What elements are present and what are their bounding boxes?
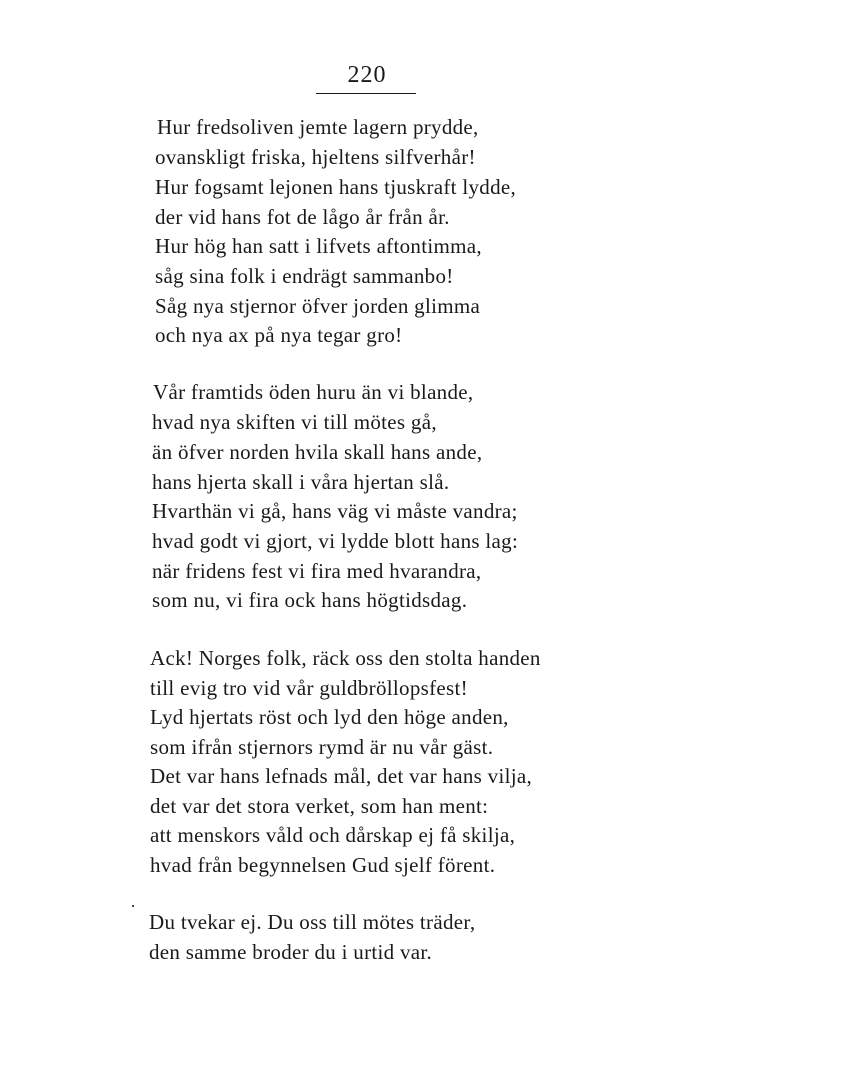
poem-line: Såg nya stjernor öfver jorden glimma [155,294,481,318]
poem-line: Du tvekar ej. Du oss till mötes träder, [149,910,476,934]
poem-line: som ifrån stjernors rymd är nu vår gäst. [150,735,494,759]
poem-line: hvad godt vi gjort, vi lydde blott hans lag: [152,529,519,553]
poem-line: Hvarthän vi gå, hans väg vi måste vandra; [152,499,518,523]
poem-line: Hur hög han satt i lifvets aftontimma, [155,234,482,258]
poem-line: Lyd hjertats röst och lyd den höge anden, [150,705,509,729]
poem-line: hans hjerta skall i våra hjertan slå. [152,470,450,494]
poem-line: när fridens fest vi fira med hvarandra, [152,559,482,583]
poem-line: hvad från begynnelsen Gud sjelf förent. [150,853,496,877]
page-number-rule [316,93,416,94]
poem-line: såg sina folk i endrägt sammanbo! [155,264,454,288]
poem-line: den samme broder du i urtid var. [149,940,433,964]
print-speck [132,905,134,907]
poem-line: Ack! Norges folk, räck oss den stolta handen [150,646,541,670]
poem-line: det var det stora verket, som han ment: [150,794,489,818]
poem-line: Det var hans lefnads mål, det var hans vilja, [150,764,533,788]
poem-line: än öfver norden hvila skall hans ande, [152,440,483,464]
poem-line: Hur fogsamt lejonen hans tjuskraft lydde, [155,175,517,199]
page-number: 220 [347,62,387,88]
poem-line: att menskors våld och dårskap ej få skilja, [150,823,516,847]
poem-line: till evig tro vid vår guldbröllopsfest! [150,676,468,700]
poem-line: der vid hans fot de lågo år från år. [155,205,450,229]
poem-line: Hur fredsoliven jemte lagern prydde, [157,115,479,139]
poem-line: hvad nya skiften vi till mötes gå, [152,410,437,434]
poem-line: och nya ax på nya tegar gro! [155,323,403,347]
poem-line: Vår framtids öden huru än vi blande, [153,380,474,404]
poem-line: ovanskligt friska, hjeltens silfverhår! [155,145,476,169]
poem-line: som nu, vi fira ock hans högtidsdag. [152,588,468,612]
